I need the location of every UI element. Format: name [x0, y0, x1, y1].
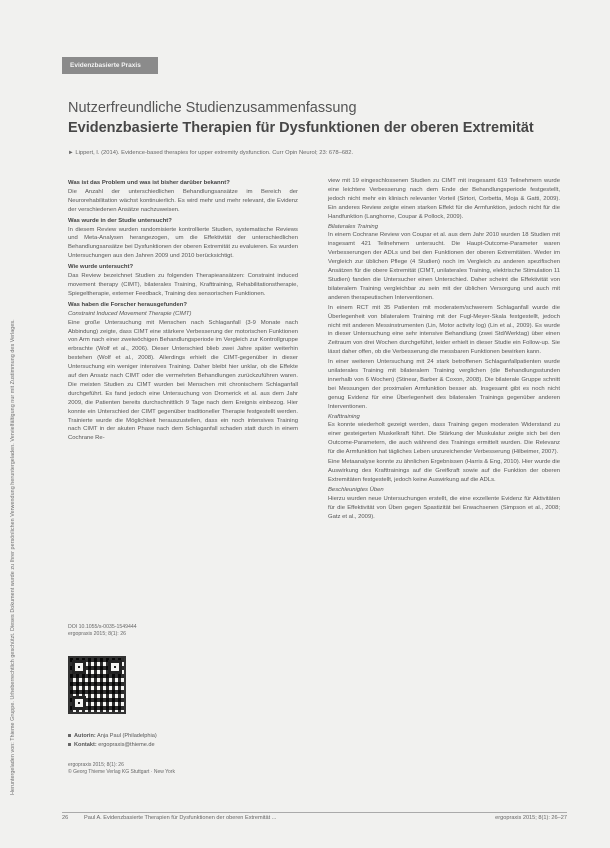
footer-divider	[62, 812, 567, 813]
document-title: Evidenzbasierte Therapien für Dysfunktionen der oberen Extremität	[68, 120, 534, 136]
paragraph: view mit 19 eingeschlossenen Studien zu CIMT mit insgesamt 619 Teilnehmern wurde eine leichtere Verbesserung nach dem Ende der Behandlungsperiode festgestellt, jedoch nicht mehr ein klinisch relevanter Vorteil (Sirtori, Corbetta, Moja & Gatti, 2009). Ein anderes Review zeigte einen starken Effekt für die Armfunktion, jedoch nicht für die Handfunktion (Langhorne, Coupar & Pollock, 2009).	[328, 178, 560, 220]
section-subheading: Constraint Induced Movement Therapie (CIMT)	[68, 310, 192, 317]
paragraph: Hierzu wurden neue Untersuchungen erstellt, die eine exzellente Evidenz für Aktivitäten für die Effektivität von Üben gegen Spastizität bei Erwachsenen (Simpson et al., 2008; Gatz et al., 2009).	[328, 495, 560, 520]
doi-box	[68, 624, 168, 638]
contact-author	[68, 732, 288, 741]
section-question: Wie wurde untersucht?	[68, 264, 134, 271]
footer-reference: Paul A. Evidenzbasierte Therapien für Dysfunktionen der oberen Extremität ...	[84, 815, 277, 821]
paragraph: Eine große Untersuchung mit Menschen nach Schlaganfall (3-9 Monate nach Abbindung) zeigte, dass CIMT eine stärkere Verbesserung der motorischen Funktionen von Arm nach einer zweiwöchigen Behandlungsperiode im Vergleich zur Kontrollgruppe erbrachte (Wolf et al., 2006). Dieser Unterschied blieb zwei Jahre später weiterhin bestehen (Wolf et al., 2008). Allerdings erhielt die CIMT-gegenüber in dieser Untersuchung ein weniger intensives Training. Daher bleibt hier unklar, ob die Effekte auf den Ansatz nach CIMT oder die vermehrten Behandlungen zurückzuführen waren. Die meisten Studien zu CIMT wurden bei Menschen mit chronischem Schlaganfall durchgeführt. Es fand jedoch eine Untersuchung von Dromerick et al. aus dem Jahr 2009, die Patienten bereits durchschnittlich 9 Tage nach dem Ereignis einbezog. Hier konnte ein Unterschied der CIMT gegenüber traditioneller Therapie festgestellt werden. Trainierte wurde die Möglichkeit herauszustellen, dass ein noch intensives Training nach CIMT in der akuten Phase nach dem Schlaganfall schaden statt durch in einem Cochrane Re-	[68, 319, 298, 442]
qr-finder-pattern	[72, 660, 86, 674]
page-footer	[62, 815, 567, 821]
contact-value: Anja Paul (Philadelphia)	[97, 733, 157, 739]
right-column	[328, 177, 560, 522]
sidebar-copyright-text: Heruntergeladen von: Thieme Gruppe. Urheberrechtlich geschützt. Dieses Dokument wurde zu Ihrer persönlichen Verwendung heruntergeladen. Vervielfältigung nur mit Zustimmung des Verlages.	[10, 319, 16, 795]
contact-label: Kontakt:	[74, 741, 97, 748]
section-subheading: Krafttraining	[328, 413, 360, 420]
copyright-line-2: © Georg Thieme Verlag KG Stuttgart · New York	[68, 769, 175, 775]
paragraph: Es konnte wiederholt gezeigt werden, dass Training gegen moderaten Widerstand zu einer gesteigerten Muskelkraft führt. Die Stärkung der Muskulatur zeigte sich bei den Outcome-Parametern, die auch während des Trainings ermittelt wurden. Die Relevanz für die Armfunktion hat tägliches Leben unzureichender Verbesserung (Hilbeimer, 2007).	[328, 422, 560, 456]
section-subheading: Bilaterales Training	[328, 223, 378, 230]
qr-finder-pattern	[108, 660, 122, 674]
contacts	[68, 732, 288, 749]
contact-value[interactable]: ergopraxis@thieme.de	[98, 741, 155, 748]
paragraph: In einer weiteren Untersuchung mit 24 stark betroffenen Schlaganfallpatienten wurde unilaterales Training mit bilateralem Training verglichen (die Behandlungsstunden innerhalb von 6 Wochen) (Stinear, Barber & Coxon, 2008). Die bilaterale Gruppe schnitt bei Messungen der proximalen Armfunktion besser ab. Insgesamt gibt es noch nicht genug Evidenz für eine Überlegenheit des bilateralen Trainings gegenüber anderen Interventionen.	[328, 359, 560, 410]
left-column	[68, 177, 298, 444]
bullet-icon	[68, 743, 71, 746]
page-number: 26	[62, 815, 69, 821]
copyright-box	[68, 762, 288, 776]
contact-email	[68, 741, 288, 750]
qr-finder-pattern	[72, 696, 86, 710]
paragraph: In einem Cochrane Review von Coupar et al. aus dem Jahr 2010 wurden 18 Studien mit insgesamt 421 Teilnehmern untersucht. Die Haupt-Outcome-Parameter waren Verbesserungen der ADLs und bei den Funktionen der oberen Extremitäten. Weder im Vergleich zur üblichen Pflege (4 Studien) noch im Vergleich zu anderen spezifischen Ansätzen für die obere Extremität (CIMT, unilaterales Training, elektrische Stimulation 11 Studien) fanden die Untersucher einen Unterschied. Daher scheint die Effektivität von bilateralem Training vergleichbar zu sein mit der üblichen Versorgung und auch mit anderen therapeutischen Interventionen.	[328, 232, 560, 301]
doi-line-2: ergopraxis 2015; 8(1): 26	[68, 631, 126, 637]
paragraph: Die Anzahl der unterschiedlichen Behandlungsansätze im Bereich der Neurorehabilitation wächst kontinuierlich. Es wird mehr und mehr relevant, die Evidenz der verschiedenen Ansätze nachzuweisen.	[68, 188, 298, 213]
section-question: Was haben die Forscher herausgefunden?	[68, 301, 187, 308]
section-tab: Evidenzbasierte Praxis	[62, 57, 158, 74]
section-question: Was wurde in der Studie untersucht?	[68, 217, 172, 224]
paragraph: Das Review bezeichnet Studien zu folgenden Therapieansätzen: Constraint induced movement therapy (CIMT), bilaterales Training, Krafttraining, Rehabilitationstherapie, Spiegeltherapie, externer Feedback, Training des sensorischen Funktionen.	[68, 273, 298, 297]
doi-line-1: DOI 10.1055/s-0035-1549444	[68, 624, 137, 630]
section-subheading: Beschleunigtes Üben	[328, 486, 384, 493]
copyright-line-1: ergopraxis 2015; 8(1): 26	[68, 762, 124, 768]
paragraph: In diesem Review wurden randomisierte kontrollierte Studien, systematische Reviews und Meta-Analysen herangezogen, um die Effektivität der unterschiedlichen Behandlungsansätze bei Dysfunktionen der oberen Extremität zu evaluieren. Es wurden Untersuchungen aus den Jahren 2009 und 2010 berücksichtigt.	[68, 226, 298, 260]
footer-journal: ergopraxis 2015; 8(1): 26–27	[495, 815, 567, 821]
paragraph: In einem RCT mit 35 Patienten mit moderatem/schwerem Schlaganfall wurde die Überlegenheit von bilateralem Training mit der Fugl-Meyer-Skala festgestellt, jedoch nicht mit anderen Messinstrumenten (Lin, Motor activity log) (Lin et al., 2009). Es wurde in dieser Untersuchung eine sehr intensive Behandlung (zwei Std/Werktag) über einen Zeitraum von drei Wochen durchgeführt, leider erhielt in dieser Studie ein Follow-up. Sie lässt daher offen, ob die Verbesserung die messbaren Funktionen bewirken kann.	[328, 304, 560, 356]
contact-label: Autorin:	[74, 733, 96, 739]
section-question: Was ist das Problem und was ist bisher darüber bekannt?	[68, 180, 230, 186]
paragraph: Eine Metaanalyse konnte zu ähnlichen Ergebnissen (Harris & Eng, 2010). Hier wurde die Auswirkung des Krafttrainings auf die Greifkraft sowie auf die Funktion der oberen Extremitäten festgestellt, jedoch keine Auswirkung auf die ADLs.	[328, 459, 560, 483]
citation: ► Lippert, I. (2014). Evidence-based therapies for upper extremity dysfunction. Curr Opin Neurol; 23: 678–682.	[68, 150, 354, 156]
document-subtitle: Nutzerfreundliche Studienzusammenfassung	[68, 100, 357, 116]
qr-code-image	[68, 656, 126, 714]
bullet-icon	[68, 734, 71, 737]
